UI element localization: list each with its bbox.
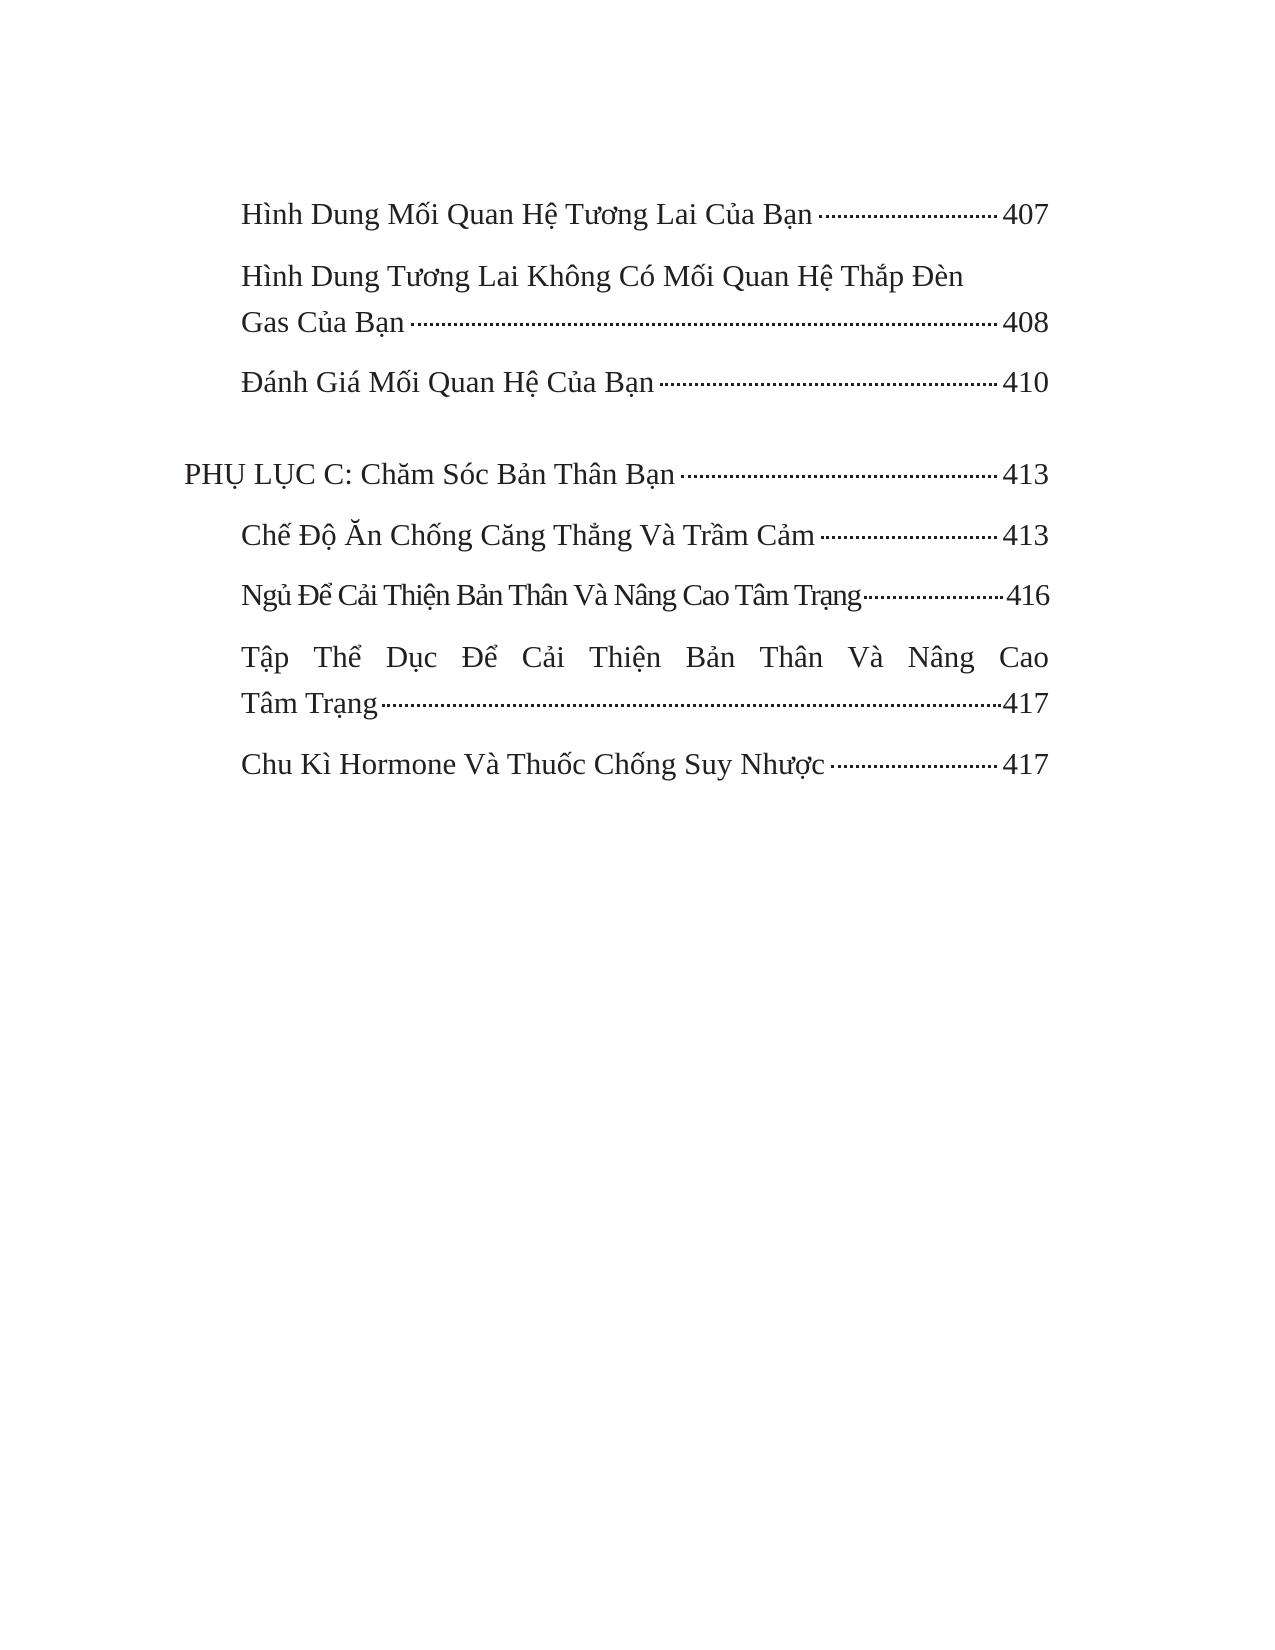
- dot-leader: [821, 535, 996, 539]
- toc-entry[interactable]: [241, 634, 1049, 726]
- toc-entry-page: 417: [1002, 685, 1049, 720]
- title-word: Thiện: [588, 639, 662, 674]
- dot-leader: [382, 703, 1001, 707]
- dot-leader: [681, 474, 996, 478]
- dot-leader: [660, 382, 996, 386]
- toc-entry-title: Chế Độ Ăn Chống Căng Thẳng Và Trầm Cảm: [241, 517, 816, 552]
- title-word: Tập: [241, 639, 290, 674]
- title-word: Cải: [521, 639, 565, 674]
- toc-entry[interactable]: [241, 359, 1049, 405]
- title-word: Bản: [685, 639, 736, 674]
- title-word: Nâng: [907, 639, 975, 674]
- toc-entry-page: 413: [1002, 517, 1049, 552]
- title-word: Thể: [313, 639, 362, 674]
- dot-leader: [831, 764, 997, 768]
- toc-section-entry[interactable]: [184, 451, 1049, 497]
- title-word: Cao: [998, 639, 1049, 674]
- toc-entry-title: Đánh Giá Mối Quan Hệ Của Bạn: [241, 364, 655, 399]
- title-word: Và: [847, 639, 884, 674]
- toc-entry-title: Ngủ Để Cải Thiện Bản Thân Và Nâng Cao Tâm Trạng: [241, 577, 861, 612]
- toc-entry-title: PHỤ LỤC C: Chăm Sóc Bản Thân Bạn: [184, 456, 676, 491]
- toc-entry[interactable]: [241, 253, 1049, 345]
- toc-entry-page: 407: [1002, 196, 1049, 231]
- toc-entry-title-line2: Gas Của Bạn: [241, 304, 405, 339]
- title-word: Thân: [759, 639, 824, 674]
- toc-entry[interactable]: [241, 741, 1049, 787]
- toc-entry[interactable]: [241, 512, 1049, 558]
- dot-leader: [864, 595, 1003, 599]
- toc-entry-page: 413: [1002, 456, 1049, 491]
- toc-entry-title: Hình Dung Mối Quan Hệ Tương Lai Của Bạn: [241, 196, 813, 231]
- toc-entry-page: 410: [1002, 364, 1049, 399]
- toc-entry[interactable]: [241, 572, 1049, 618]
- toc-entry-title-line1: [241, 634, 1049, 680]
- title-word: Dục: [385, 639, 438, 674]
- dot-leader: [411, 322, 997, 326]
- toc-entry-page: 417: [1002, 746, 1049, 781]
- toc-entry-title-line2: Tâm Trạng: [241, 685, 378, 720]
- toc-entry-title-line1: Hình Dung Tương Lai Không Có Mối Quan Hệ Thắp Đèn: [241, 258, 964, 293]
- dot-leader: [819, 214, 997, 218]
- toc-entry-page: 416: [1006, 577, 1049, 612]
- toc-entry[interactable]: [241, 191, 1049, 237]
- toc-entry-page: 408: [1002, 304, 1049, 339]
- title-word: Để: [461, 639, 498, 674]
- toc-entry-title: Chu Kì Hormone Và Thuốc Chống Suy Nhược: [241, 746, 825, 781]
